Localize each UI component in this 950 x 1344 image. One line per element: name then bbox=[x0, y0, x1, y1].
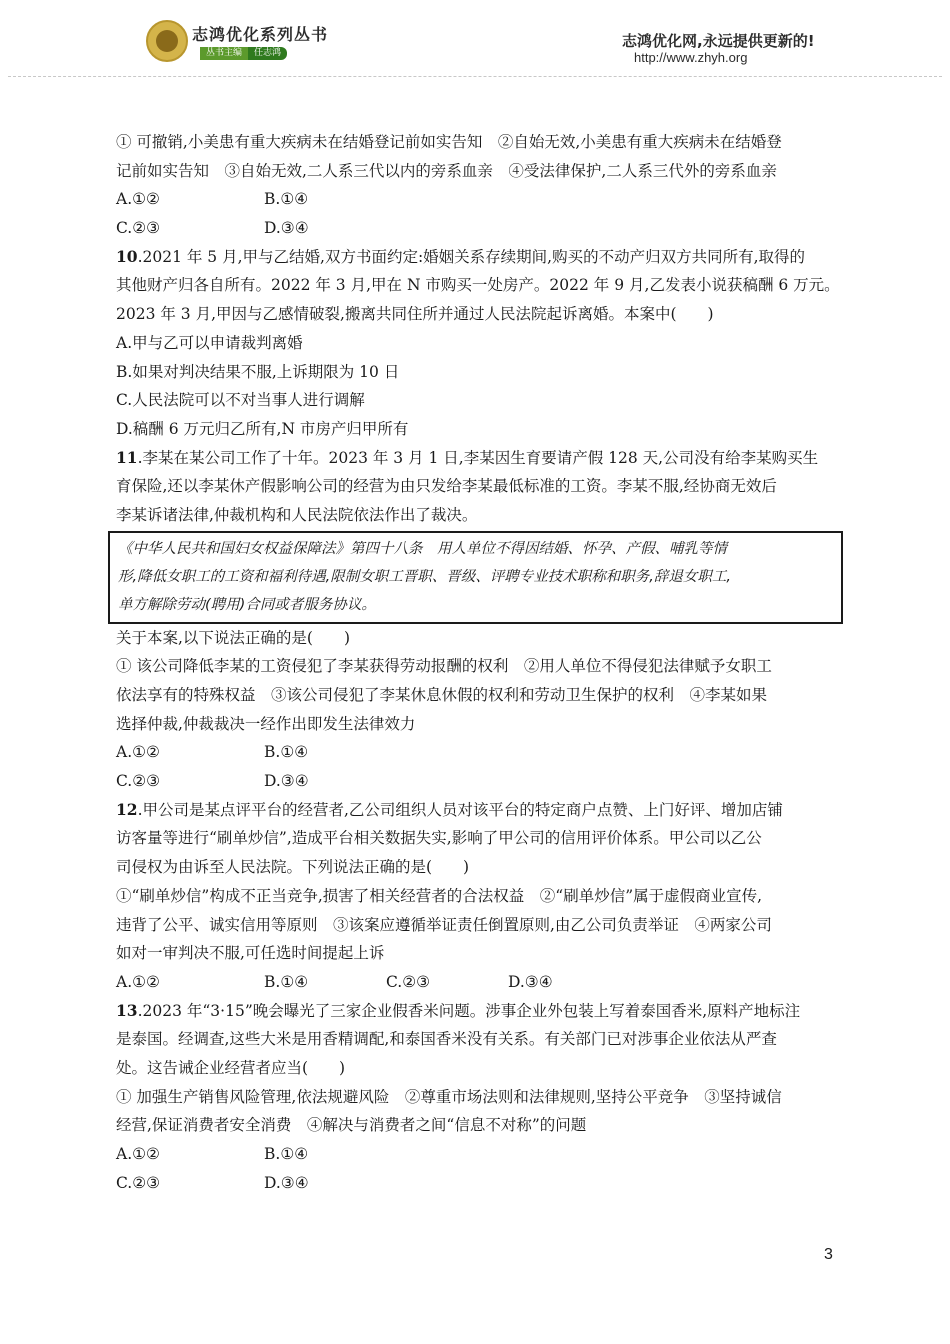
q10-stem-line: 其他财产归各自所有。2022 年 3 月,甲在 N 市购买一处房产。2022 年 9 月,乙发表小说获稿酬 6 万元。 bbox=[116, 276, 840, 295]
q13-options-row bbox=[116, 1140, 836, 1169]
q12-option-d: D.③④ bbox=[508, 972, 553, 991]
q12-number: 12 bbox=[116, 799, 138, 819]
q12-item-line: 违背了公平、诚实信用等原则 ③该案应遵循举证责任倒置原则,由乙公司负责举证 ④两家公司 bbox=[116, 915, 772, 934]
q10-stem-line: 2023 年 3 月,甲因与乙感情破裂,搬离共同住所并通过人民法院起诉离婚。本案中( ) bbox=[116, 305, 714, 324]
q13-stem-line: 处。这告诫企业经营者应当( ) bbox=[116, 1058, 346, 1077]
header-slogan: 志鸿优化网,永远提供更新的! bbox=[622, 32, 815, 50]
q13-stem-text: .2023 年“3·15”晚会曝光了三家企业假香米问题。涉事企业外包装上写着泰国香米,原料产地标注 bbox=[137, 1001, 801, 1020]
q12-stem-line bbox=[116, 796, 836, 825]
page-number: 3 bbox=[824, 1246, 833, 1263]
q12-option-c: C.②③ bbox=[386, 972, 431, 991]
document-body bbox=[116, 128, 840, 1197]
q9-options-row bbox=[116, 185, 836, 214]
q11-number: 11 bbox=[116, 447, 138, 467]
q13-option-c: C.②③ bbox=[116, 1173, 161, 1192]
q13-options-row bbox=[116, 1169, 836, 1198]
q12-item-line: 如对一审判决不服,可任选时间提起上诉 bbox=[116, 944, 385, 963]
law-quote-line: 《中华人民共和国妇女权益保障法》第四十八条 用人单位不得因结婚、怀孕、产假、哺乳等情 bbox=[118, 540, 727, 557]
editor-label: 丛书主编 bbox=[200, 47, 248, 60]
q11-option-d: D.③④ bbox=[264, 772, 309, 791]
q10-option-d: D.稿酬 6 万元归乙所有,N 市房产归甲所有 bbox=[116, 419, 409, 438]
law-quote-line: 单方解除劳动(聘用)合同或者服务协议。 bbox=[118, 596, 376, 613]
q9-option-b: B.①④ bbox=[264, 190, 309, 209]
q11-stem-text: .李某在某公司工作了十年。2023 年 3 月 1 日,李某因生育要请产假 128 天,公司没有给李某购买生 bbox=[137, 448, 819, 467]
q13-stem-line bbox=[116, 997, 836, 1026]
q9-option-a: A.①② bbox=[116, 190, 160, 209]
q12-option-b: B.①④ bbox=[264, 972, 309, 991]
editor-banner bbox=[200, 47, 287, 60]
q11-options-row bbox=[116, 767, 836, 796]
q13-option-a: A.①② bbox=[116, 1145, 160, 1163]
q12-options-row bbox=[116, 968, 836, 997]
q10-stem-line bbox=[116, 243, 836, 272]
q13-item-line: ① 加强生产销售风险管理,依法规避风险 ②尊重市场法则和法律规则,坚持公平竞争 ③坚持诚信 bbox=[116, 1087, 782, 1106]
q12-stem-text: .甲公司是某点评平台的经营者,乙公司组织人员对该平台的特定商户点赞、上门好评、增加店铺 bbox=[137, 800, 783, 819]
q10-stem-text: .2021 年 5 月,甲与乙结婚,双方书面约定:婚姻关系存续期间,购买的不动产归双方共同所有,取得的 bbox=[137, 247, 806, 266]
q11-option-c: C.②③ bbox=[116, 772, 161, 791]
q13-stem-line: 是泰国。经调查,这些大米是用香精调配,和泰国香米没有关系。有关部门已对涉事企业依法从严查 bbox=[116, 1030, 777, 1049]
q9-option-c: C.②③ bbox=[116, 219, 161, 238]
series-title: 志鸿优化系列丛书 bbox=[192, 25, 329, 44]
series-logo-icon bbox=[146, 20, 188, 62]
q12-stem-line: 访客量等进行“刷单炒信”,造成平台相关数据失实,影响了甲公司的信用评价体系。甲公司以乙公 bbox=[116, 829, 762, 848]
q11-option-a: A.①② bbox=[116, 743, 160, 762]
page-header bbox=[0, 0, 950, 90]
q12-item-line: ①“刷单炒信”构成不正当竞争,损害了相关经营者的合法权益 ②“刷单炒信”属于虚假商业宣传, bbox=[116, 886, 763, 905]
q11-item-line: 依法享有的特殊权益 ③该公司侵犯了李某休息休假的权利和劳动卫生保护的权利 ④李某如果 bbox=[116, 686, 768, 704]
q10-option-b: B.如果对判决结果不服,上诉期限为 10 日 bbox=[116, 362, 400, 381]
q11-options-row bbox=[116, 738, 836, 767]
header-url[interactable]: http://www.zhyh.org bbox=[634, 50, 748, 65]
q9-options-row bbox=[116, 214, 836, 243]
q13-number: 13 bbox=[116, 1000, 138, 1020]
q11-question: 关于本案,以下说法正确的是( ) bbox=[116, 628, 351, 647]
q10-option-c: C.人民法院可以不对当事人进行调解 bbox=[116, 391, 365, 410]
law-quote-line: 形,降低女职工的工资和福利待遇,限制女职工晋职、晋级、评聘专业技术职称和职务,辞退女职工, bbox=[118, 568, 731, 585]
q12-option-a: A.①② bbox=[116, 972, 160, 991]
law-quote-box bbox=[108, 531, 843, 624]
q9-item-line: 记前如实告知 ③自始无效,二人系三代以内的旁系血亲 ④受法律保护,二人系三代外的旁系血亲 bbox=[116, 161, 777, 180]
q12-stem-line: 司侵权为由诉至人民法院。下列说法正确的是( ) bbox=[116, 858, 470, 877]
header-divider bbox=[8, 76, 942, 77]
q13-item-line: 经营,保证消费者安全消费 ④解决与消费者之间“信息不对称”的问题 bbox=[116, 1116, 587, 1135]
q11-stem-line: 李某诉诸法律,仲裁机构和人民法院依法作出了裁决。 bbox=[116, 505, 478, 524]
q11-stem-line: 育保险,还以李某休产假影响公司的经营为由只发给李某最低标准的工资。李某不服,经协商无效后 bbox=[116, 477, 777, 496]
q11-stem-line bbox=[116, 444, 836, 473]
q13-option-b: B.①④ bbox=[264, 1145, 309, 1163]
q10-number: 10 bbox=[116, 246, 138, 266]
editor-name: 任志鸿 bbox=[248, 47, 287, 60]
q11-item-line: ① 该公司降低李某的工资侵犯了李某获得劳动报酬的权利 ②用人单位不得侵犯法律赋予女职工 bbox=[116, 657, 772, 676]
q11-item-line: 选择仲裁,仲裁裁决一经作出即发生法律效力 bbox=[116, 714, 416, 733]
q10-option-a: A.甲与乙可以申请裁判离婚 bbox=[116, 333, 303, 352]
q13-option-d: D.③④ bbox=[264, 1173, 309, 1192]
q11-option-b: B.①④ bbox=[264, 743, 309, 762]
q9-option-d: D.③④ bbox=[264, 219, 309, 238]
q9-item-line: ① 可撤销,小美患有重大疾病未在结婚登记前如实告知 ②自始无效,小美患有重大疾病未在结婚登 bbox=[116, 133, 782, 151]
